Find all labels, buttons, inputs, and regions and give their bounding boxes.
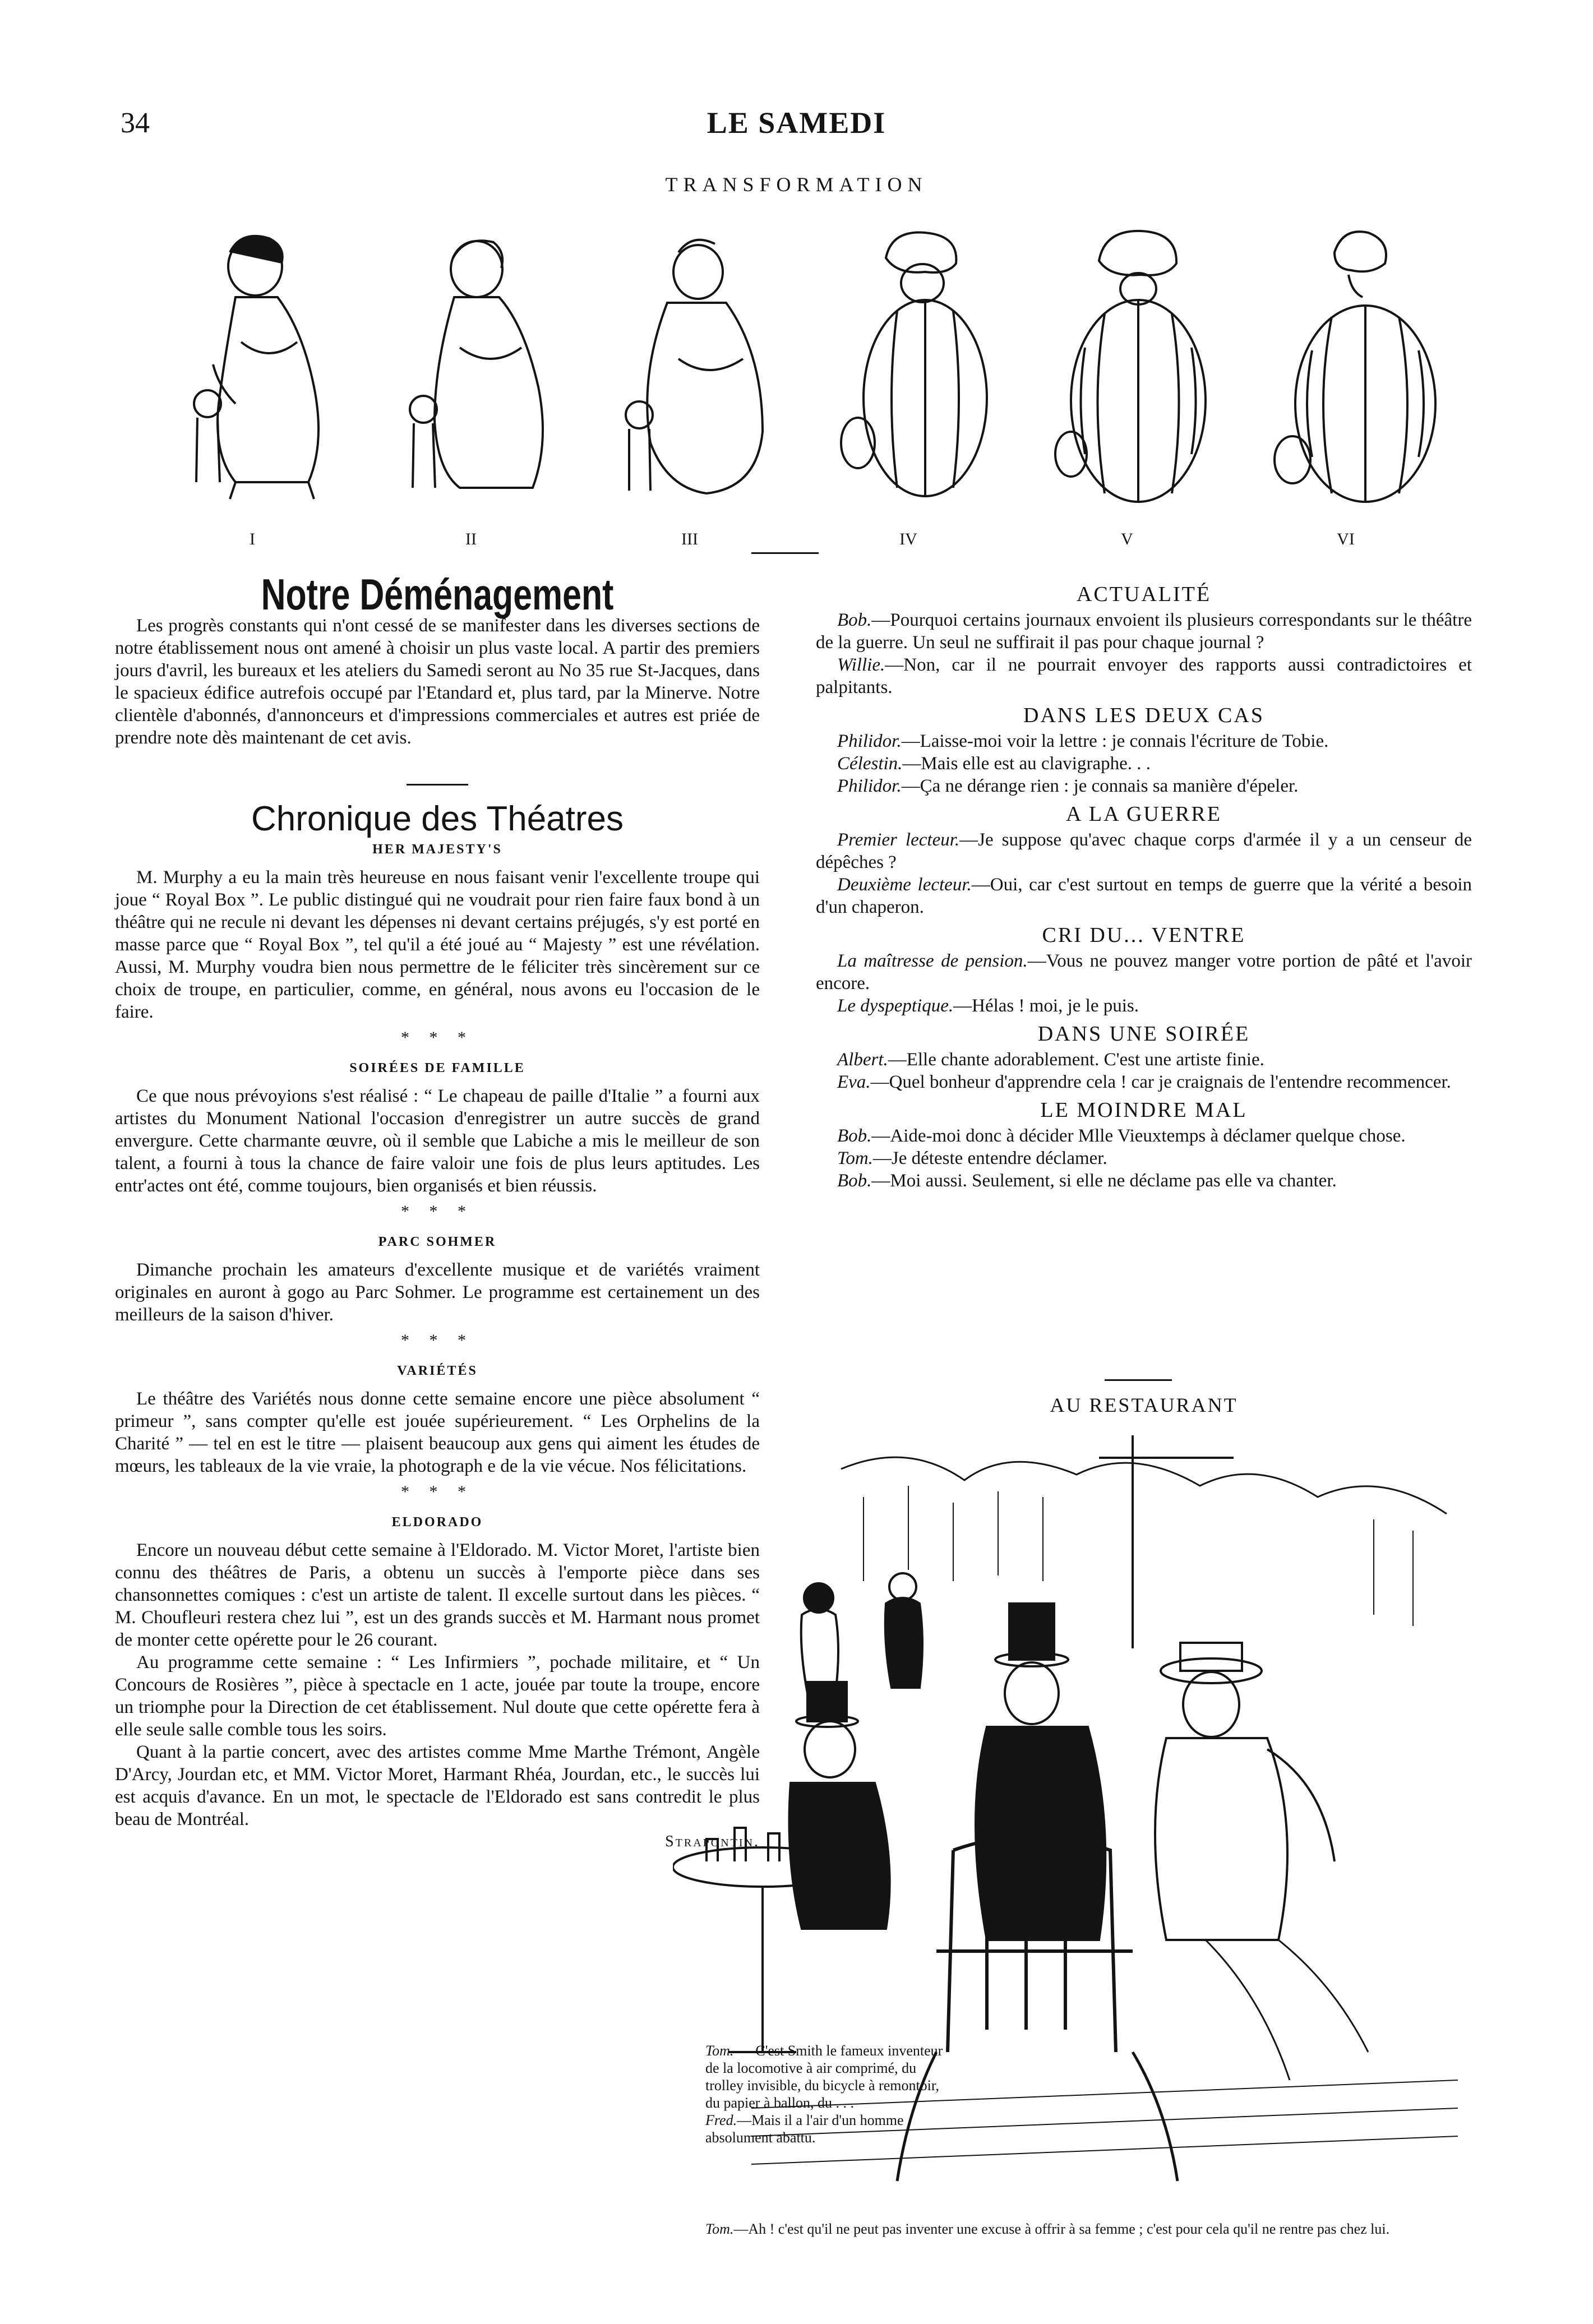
section-body: Dimanche prochain les amateurs d'excellente musique et de variétés vraiment originales en auront à gogo au Parc Sohmer. Le programme est certainement un des meilleurs de la saison d'hiver. [115, 1260, 760, 1325]
right-column [816, 583, 1472, 1192]
dialogue-line [816, 752, 1472, 775]
section-body: Ce que nous prévoyions s'est réalisé : “ Le chapeau de paille d'Italie ” a fourni aux artistes du Monument National l'occasion d'enregistrer un autre succès de grand envergure. Cette charmante œuvre, où il semble que Labiche a mis le meilleur de son talent, a fourni à tous la chance de faire valoir une fois de plus leurs aptitudes. Les entr'actes ont été, comme toujours, bien organisés et bien réussis. [115, 1086, 760, 1196]
speaker: Le dyspeptique. [837, 996, 954, 1016]
section-rule [407, 784, 468, 786]
line-text: —Quel bonheur d'apprendre cela ! car je craignais de l'entendre recommencer. [870, 1072, 1451, 1092]
speaker: La maîtresse de pension. [837, 951, 1028, 971]
restaurant-caption-side [705, 2042, 946, 2146]
speaker: Fred. [705, 2112, 737, 2128]
dialogue-line [816, 1170, 1472, 1192]
section-heading: PARC SOHMER [378, 1235, 497, 1249]
section-rule [1105, 1379, 1172, 1381]
dialogue-line [816, 829, 1472, 874]
joke-heading: DANS LES DEUX CAS [1023, 704, 1264, 727]
line-text: —Laisse-moi voir la lettre : je connais l'écriture de Tobie. [901, 731, 1329, 751]
dialogue-line [816, 1071, 1472, 1093]
panel-label: II [465, 530, 477, 548]
line-text: —Vous ne pouvez manger votre portion de pâté et l'avoir encore. [816, 951, 1472, 994]
stars-divider: * * * [401, 1482, 474, 1501]
section-heading: SOIRÉES DE FAMILLE [349, 1061, 525, 1075]
section-heading: HER MAJESTY'S [372, 842, 502, 857]
caption-line [705, 2042, 946, 2112]
strip-panel-5-drawing [1032, 219, 1222, 521]
speaker: Tom. [837, 1148, 873, 1168]
dialogue-line [816, 950, 1472, 995]
line-text: —Je déteste entendre déclamer. [872, 1148, 1107, 1168]
line-text: —Oui, car c'est surtout en temps de guerre que la vérité a besoin d'un chaperon. [816, 875, 1472, 917]
speaker: Eva. [837, 1072, 871, 1092]
dialogue-line [816, 1048, 1472, 1071]
caption-line [705, 2112, 946, 2146]
left-column [115, 570, 760, 1853]
panel-label: III [681, 530, 698, 548]
strip-panel-labels [157, 530, 1441, 549]
masthead: LE SAMEDI [707, 106, 886, 140]
panel-label: IV [899, 530, 917, 548]
speaker: Célestin. [837, 754, 903, 774]
section-body: Au programme cette semaine : “ Les Infirmiers ”, pochade militaire, et “ Un Concours de Rosières ”, pièce à spectacle en 1 acte, jouée par toute la troupe, encore un triomphe pour la Direction de cet établissement. Nul doute que cette opérette fera à elle seule salle comble tous les soirs. [115, 1652, 760, 1740]
demenagement-title: Notre Déménagement [261, 570, 614, 619]
strip-panel-2-drawing [376, 219, 566, 521]
line-text: —Pourquoi certains journaux envoient ils plusieurs correspondants sur le théâtre de la guerre. Un seul ne suffirait il pas pour chaque journal ? [816, 610, 1472, 653]
dialogue-line [816, 775, 1472, 797]
transformation-illustration [157, 219, 1441, 521]
joke-heading: DANS UNE SOIRÉE [1037, 1022, 1250, 1046]
speaker: Premier lecteur. [837, 830, 960, 850]
speaker: Philidor. [837, 731, 902, 751]
restaurant-title: AU RESTAURANT [1050, 1394, 1238, 1416]
dialogue-line [816, 874, 1472, 918]
line-text: —Moi aussi. Seulement, si elle ne déclame pas elle va chanter. [871, 1171, 1337, 1191]
line-text: —Elle chante adorablement. C'est une artiste finie. [888, 1050, 1264, 1070]
speaker: Bob. [837, 1171, 872, 1191]
speaker: Bob. [837, 610, 872, 630]
chronique-title: Chronique des Théatres [251, 800, 624, 838]
joke-heading: ACTUALITÉ [1076, 583, 1212, 606]
joke-heading: CRI DU... VENTRE [1042, 923, 1246, 947]
dialogue-line [816, 654, 1472, 699]
section-body: Le théâtre des Variétés nous donne cette semaine encore une pièce absolument “ primeur ”, sans compter qu'elle est jouée supérieurement. “ Les Orphelins de la Charité ” — tel en est le titre — plaisent beaucoup aux gens qui aiment les études de mœurs, les tableaux de la vie vraie, la photograph e de la vie vécue. Nos félicitations. [115, 1389, 760, 1476]
demenagement-body: Les progrès constants qui n'ont cessé de se manifester dans les diverses sections de notre établissement nous ont amené à choisir un plus vaste local. A partir des premiers jours d'avril, les bureaux et les ateliers du Samedi seront au No 35 rue St-Jacques, dans le spacieux édifice autrefois occupé par l'Etandard et, plus tard, par la Minerve. Notre clientèle d'abonnés, d'annonceurs et d'impressions commerciales et autres est priée de prendre note dès maintenant de cet avis. [115, 616, 760, 748]
speaker: Philidor. [837, 776, 902, 796]
strip-panel-4-drawing [813, 219, 1004, 521]
restaurant-caption-bottom [705, 2220, 1474, 2238]
section-heading: ELDORADO [391, 1515, 483, 1530]
stars-divider: * * * [401, 1028, 474, 1047]
strip-title: TRANSFORMATION [665, 173, 928, 196]
dialogue-line [816, 995, 1472, 1017]
joke-heading: LE MOINDRE MAL [1040, 1098, 1248, 1122]
line-text: —Non, car il ne pourrait envoyer des rapports aussi contradictoires et palpitants. [816, 655, 1472, 697]
section-rule [751, 552, 819, 554]
speaker: Bob. [837, 1126, 872, 1146]
section-body: Quant à la partie concert, avec des artistes comme Mme Marthe Trémont, Angèle D'Arcy, Jourdan etc, et MM. Victor Moret, Harmant Rhéa, Jourdan, etc., le succès lui est acquis d'avance. En un mot, le spectacle de l'Eldorado est sans contredit le plus beau de Montréal. [115, 1742, 760, 1829]
caption-text: —Mais il a l'air d'un homme absolument abattu. [705, 2112, 904, 2146]
dialogue-line [816, 1125, 1472, 1147]
joke-heading: A LA GUERRE [1066, 802, 1222, 826]
panel-label: I [250, 530, 255, 548]
line-text: —Aide-moi donc à décider Mlle Vieuxtemps à déclamer quelque chose. [871, 1126, 1406, 1146]
speaker: Tom. [705, 2043, 734, 2059]
caption-text: —Ah ! c'est qu'il ne peut pas inventer une excuse à offrir à sa femme ; c'est pour cela qu'il ne rentre pas chez lui. [733, 2221, 1390, 2237]
dialogue-line [816, 1147, 1472, 1170]
strip-panel-3-drawing [594, 219, 785, 521]
speaker: Albert. [837, 1050, 888, 1070]
line-text: —Hélas ! moi, je le puis. [953, 996, 1139, 1016]
line-text: —Ça ne dérange rien : je connais sa manière d'épeler. [901, 776, 1299, 796]
speaker: Willie. [837, 655, 885, 675]
page-number: 34 [121, 107, 150, 139]
speaker: Tom. [705, 2221, 734, 2237]
speaker: Deuxième lecteur. [837, 875, 972, 895]
line-text: —Je suppose qu'avec chaque corps d'armée il y a un censeur de dépêches ? [816, 830, 1472, 872]
signature: Strapontin. [665, 1833, 760, 1850]
section-heading: VARIÉTÉS [397, 1364, 478, 1378]
stars-divider: * * * [401, 1331, 474, 1350]
strip-panel-1-drawing [157, 219, 348, 521]
stars-divider: * * * [401, 1202, 474, 1221]
panel-label: V [1121, 530, 1133, 548]
section-body: Encore un nouveau début cette semaine à l'Eldorado. M. Victor Moret, l'artiste bien connu des théâtres de Paris, a obtenu un succès à l'emporte pièce dans ses chansonnettes comiques : c'est un artiste de talent. Il excelle surtout dans les pièces. “ M. Choufleuri restera chez lui ”, est un des grands succès et M. Harmant nous promet de monter cette opérette pour le 26 courant. [115, 1540, 760, 1650]
section-body: M. Murphy a eu la main très heureuse en nous faisant venir l'excellente troupe qui joue “ Royal Box ”. Le public distingué qui ne voudrait pour rien faire faux bond à un théâtre qui ne recule ni devant les dépenses ni devant certains préjugés, s'y est porté en masse parce que “ Royal Box ”, tel qu'il a été joué au “ Majesty ” est une révélation. Aussi, M. Murphy voudra bien nous permettre de le féliciter très sincèrement sur ce choix de troupe, en particulier, comme, en général, nous avons eu l'occasion de le faire. [115, 867, 760, 1022]
line-text: —Mais elle est au clavigraphe. . . [902, 754, 1151, 774]
dialogue-line [816, 730, 1472, 752]
caption-text: — C'est Smith le fameux inventeur de la locomotive à air comprimé, du trolley invisible, du bicycle à remontoir, du papier à ballon, du . . . [705, 2043, 943, 2111]
panel-label: VI [1337, 530, 1355, 548]
strip-panel-6-drawing [1250, 219, 1441, 521]
dialogue-line [816, 609, 1472, 654]
